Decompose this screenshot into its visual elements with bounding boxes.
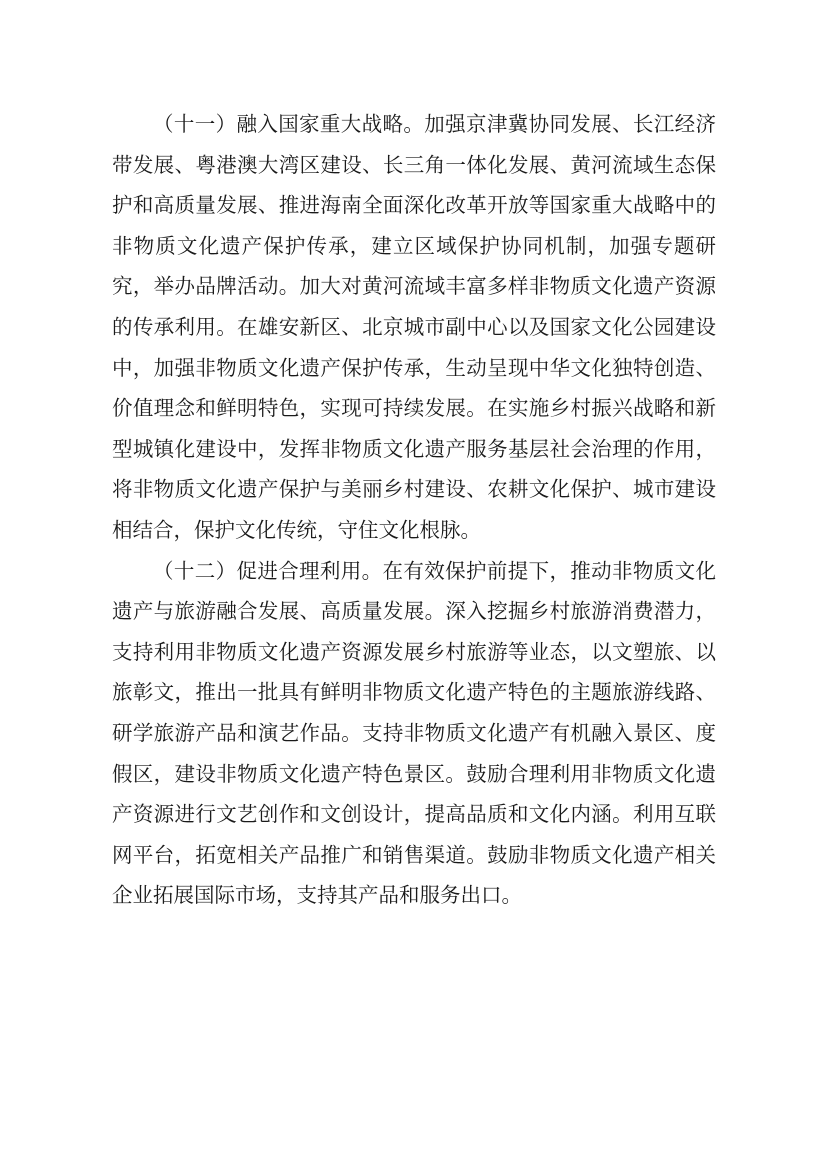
document-body: [112, 104, 716, 916]
paragraph-11: （十一）融入国家重大战略。加强京津冀协同发展、长江经济带发展、粤港澳大湾区建设、长三角一体化发展、黄河流域生态保护和高质量发展、推进海南全面深化改革开放等国家重大战略中的非物质文化遗产保护传承，建立区域保护协同机制，加强专题研究，举办品牌活动。加大对黄河流域丰富多样非物质文化遗产资源的传承利用。在雄安新区、北京城市副中心以及国家文化公园建设中，加强非物质文化遗产保护传承，生动呈现中华文化独特创造、价值理念和鲜明特色，实现可持续发展。在实施乡村振兴战略和新型城镇化建设中，发挥非物质文化遗产服务基层社会治理的作用，将非物质文化遗产保护与美丽乡村建设、农耕文化保护、城市建设相结合，保护文化传统，守住文化根脉。: [112, 112, 716, 542]
paragraph-12: （十二）促进合理利用。在有效保护前提下，推动非物质文化遗产与旅游融合发展、高质量发展。深入挖掘乡村旅游消费潜力，支持利用非物质文化遗产资源发展乡村旅游等业态，以文塑旅、以旅彰文，推出一批具有鲜明非物质文化遗产特色的主题旅游线路、研学旅游产品和演艺作品。支持非物质文化遗产有机融入景区、度假区，建设非物质文化遗产特色景区。鼓励合理利用非物质文化遗产资源进行文艺创作和文创设计，提高品质和文化内涵。利用互联网平台，拓宽相关产品推广和销售渠道。鼓励非物质文化遗产相关企业拓展国际市场，支持其产品和服务出口。: [112, 558, 716, 908]
